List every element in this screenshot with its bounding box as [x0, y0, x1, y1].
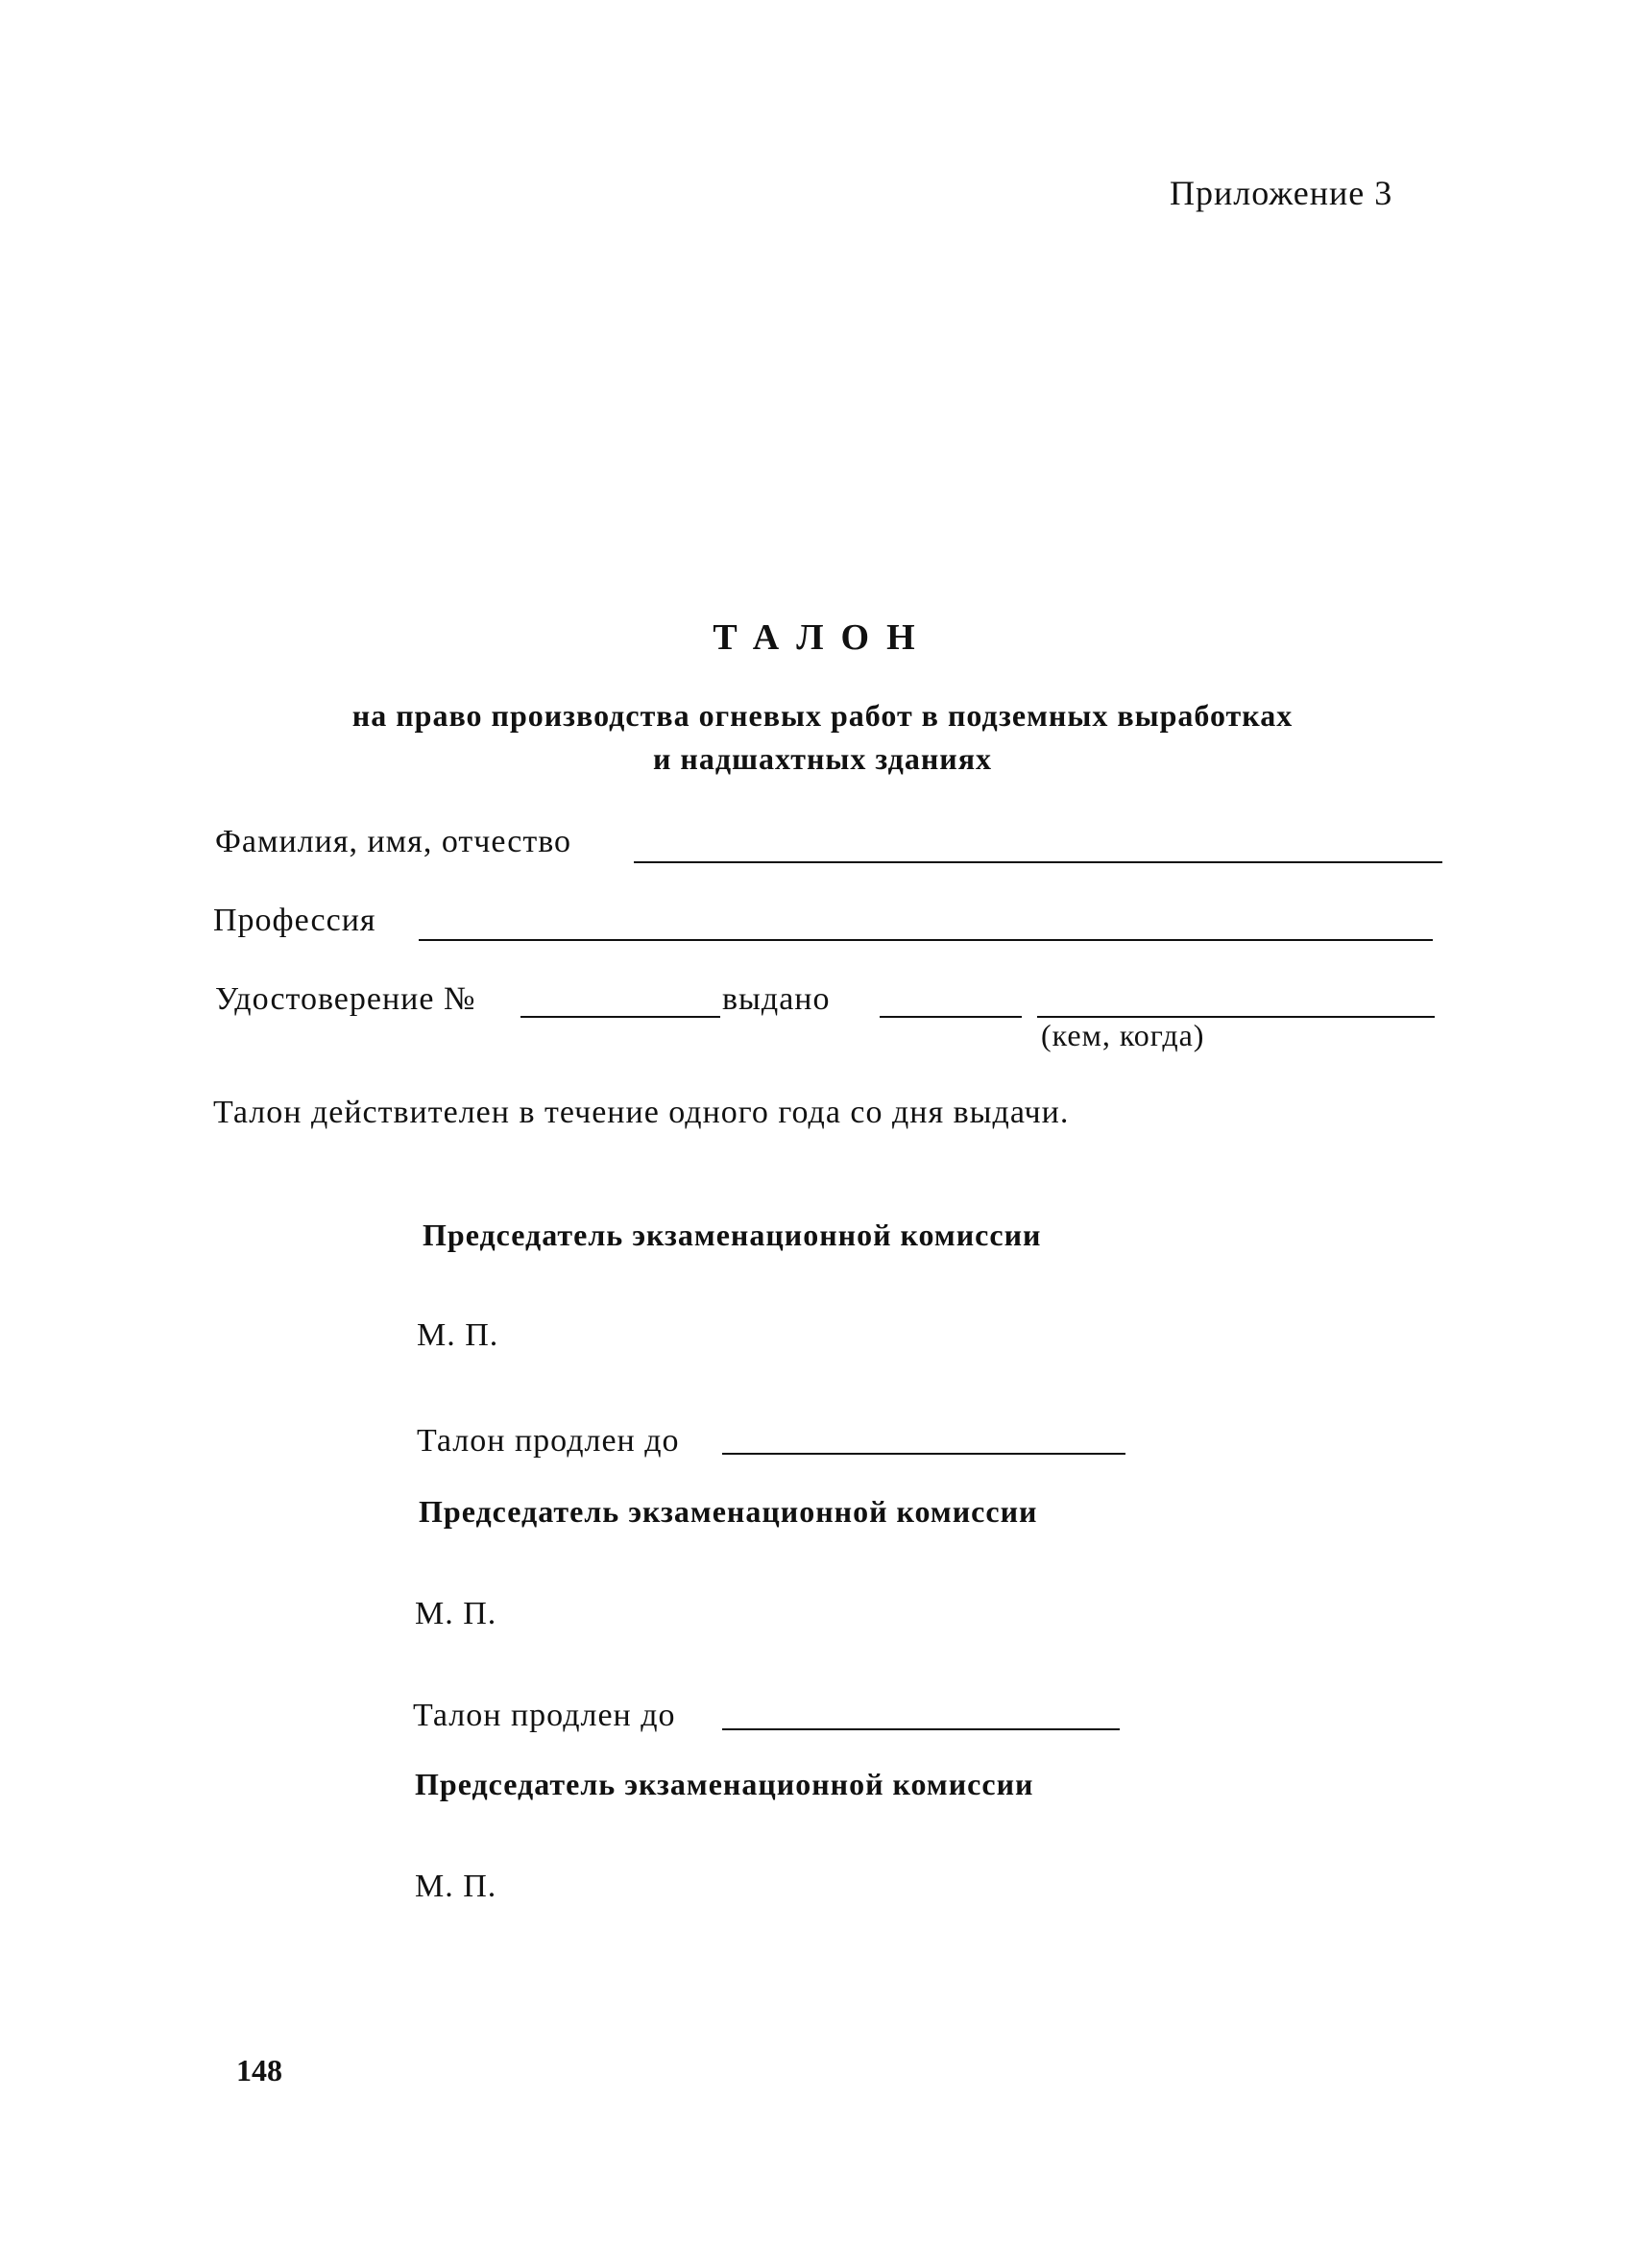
extended-label-1: Талон продлен до	[417, 1423, 680, 1459]
full-name-label: Фамилия, имя, отчество	[215, 824, 572, 859]
subtitle-line-1: на право производства огневых работ в подземных выработках	[351, 698, 1294, 733]
chairman-label-2: Председатель экзаменационной комиссии	[419, 1494, 1038, 1529]
issued-line-short[interactable]	[880, 1016, 1022, 1018]
document-title: ТАЛОН	[713, 617, 932, 658]
chairman-label-1: Председатель экзаменационной комиссии	[423, 1218, 1042, 1252]
extended-label-2: Талон продлен до	[413, 1698, 676, 1733]
stamp-label-1: М. П.	[417, 1317, 499, 1353]
issued-note: (кем, когда)	[1041, 1018, 1205, 1052]
certificate-number-line[interactable]	[520, 1016, 720, 1018]
validity-text: Талон действителен в течение одного года со дня выдачи.	[213, 1095, 1070, 1130]
full-name-line[interactable]	[634, 861, 1442, 863]
certificate-label: Удостоверение №	[215, 981, 476, 1017]
extended-date-line-2[interactable]	[722, 1728, 1120, 1730]
chairman-label-3: Председатель экзаменационной комиссии	[415, 1767, 1034, 1801]
stamp-label-3: М. П.	[415, 1869, 497, 1904]
subtitle-line-2: и надшахтных зданиях	[652, 741, 993, 776]
profession-label: Профессия	[213, 903, 376, 938]
page-number: 148	[236, 2053, 282, 2087]
appendix-label: Приложение 3	[1170, 174, 1393, 212]
stamp-label-2: М. П.	[415, 1596, 497, 1631]
extended-date-line-1[interactable]	[722, 1453, 1125, 1455]
issued-label: выдано	[722, 981, 831, 1017]
profession-line[interactable]	[419, 939, 1433, 941]
